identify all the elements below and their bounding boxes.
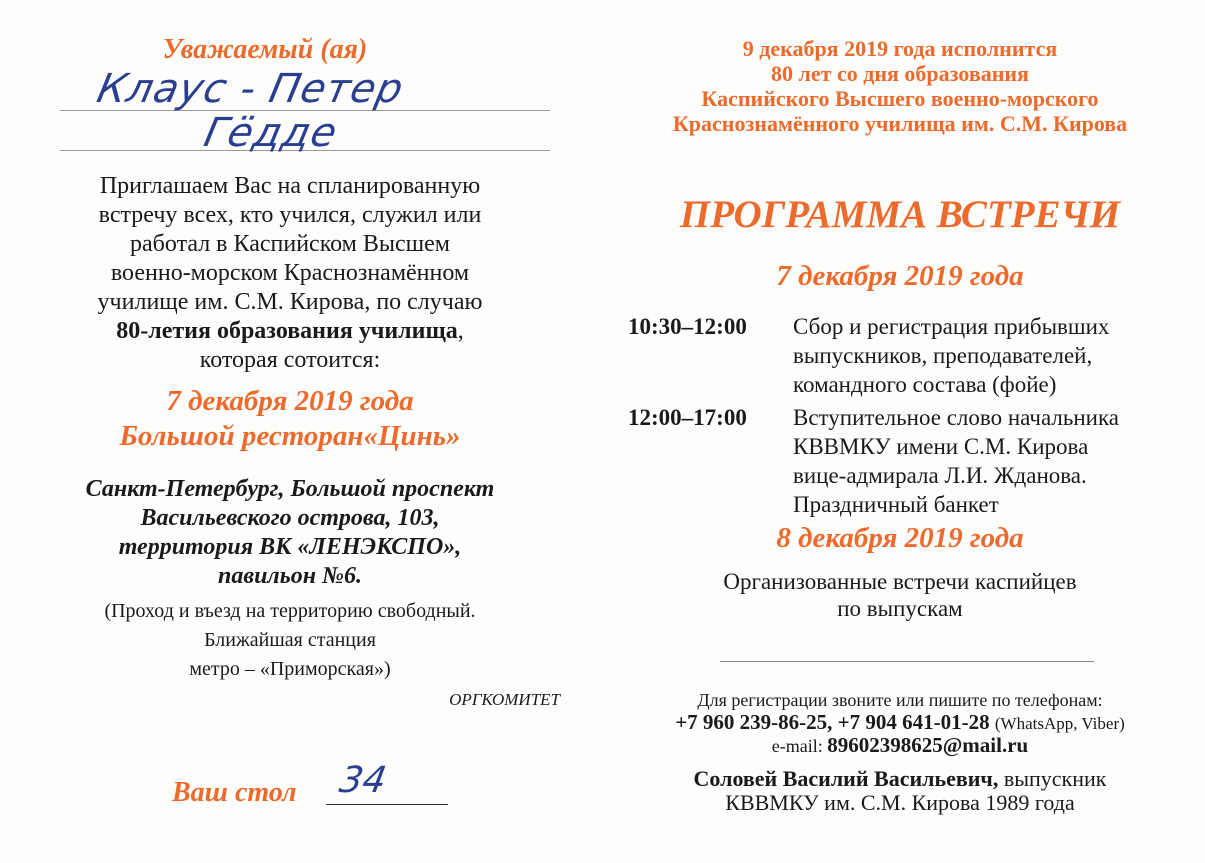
note-line: (Проход и въезд на территорию свободный.: [104, 600, 476, 622]
program-title: ПРОГРАММА ВСТРЕЧИ: [679, 193, 1121, 236]
invite-line: которая сотоится:: [199, 347, 381, 373]
note-line: метро – «Приморская»): [189, 658, 391, 680]
signer-school: КВВМКУ им. С.М. Кирова 1989 года: [725, 790, 1075, 815]
invite-line: училище им. С.М. Кирова, по случаю: [97, 289, 483, 315]
phones-note: (WhatsApp, Viber): [994, 714, 1125, 733]
address-line: Васильевского острова, 103,: [140, 505, 440, 531]
anniversary-line: Краснознамённого училища им. С.М. Кирова: [672, 111, 1128, 136]
signature-block: [600, 767, 1200, 815]
day-1-heading: 7 декабря 2019 года: [776, 260, 1024, 292]
day-2-heading: 8 декабря 2019 года: [776, 522, 1024, 554]
invite-line: военно-морском Краснознамённом: [110, 260, 470, 286]
table-label: Ваш стол: [172, 777, 297, 808]
signer-name: Соловей Василий Васильевич,: [693, 766, 999, 791]
schedule-description: Вступительное слово начальника КВВМКУ имени С.М. Кирова вице-адмирала Л.И. Жданова. Праздничный банкет: [793, 405, 1120, 517]
invite-line: работал в Каспийском Высшем: [130, 231, 450, 257]
email-address: 89602398625@mail.ru: [827, 733, 1029, 757]
invite-line: Приглашаем Вас на спланированную: [99, 173, 481, 199]
divider: [720, 661, 1094, 662]
day-2-description: Организованные встречи каспийцев по выпускам: [723, 569, 1077, 621]
schedule-time: 12:00–17:00: [628, 405, 747, 430]
address-block: [30, 475, 550, 591]
anniversary-line: Каспийского Высшего военно-морского: [701, 86, 1099, 111]
address-line: территория ВК «ЛЕНЭКСПО»,: [118, 534, 462, 560]
venue-name: Большой ресторан«Цинь»: [119, 420, 461, 452]
email-label: e-mail:: [771, 736, 823, 756]
table-number: 34: [336, 760, 390, 801]
anniversary-line: 80 лет со дня образования: [771, 61, 1029, 86]
address-line: Санкт-Петербург, Большой проспект: [85, 476, 495, 502]
schedule-row: [628, 312, 1198, 402]
venue-block: [40, 384, 540, 454]
note-line: Ближайшая станция: [204, 629, 376, 651]
address-line: павильон №6.: [218, 563, 362, 589]
access-note: [40, 597, 540, 684]
salutation: Уважаемый (ая): [162, 34, 368, 65]
invite-occasion: 80-летия образования училища: [116, 318, 458, 344]
phones: +7 960 239-86-25, +7 904 641-01-28: [675, 710, 990, 734]
signer-role: выпускник: [1003, 766, 1107, 791]
registration-text: Для регистрации звоните или пишите по телефонам:: [697, 690, 1103, 710]
schedule-time: 10:30–12:00: [628, 314, 747, 339]
invitation-text: Приглашаем Вас на спланированную встречу всех, кто учился, служил или работал в Каспийском Высшем военно-морском Краснознамённом училище им. С.М. Кирова, по случаю 80-летия образования училища, которая сотоится:: [40, 172, 540, 375]
invite-line: встречу всех, кто учился, служил или: [98, 202, 482, 228]
table-underline: [326, 804, 448, 805]
venue-date: 7 декабря 2019 года: [166, 385, 414, 417]
handwritten-name-2: Гёдде: [200, 110, 342, 156]
schedule-description: Сбор и регистрация прибывших выпускников, преподавателей, командного состава (фойе): [793, 314, 1110, 397]
handwritten-name-1: Клаус - Петер: [93, 66, 408, 112]
anniversary-line: 9 декабря 2019 года исполнится: [742, 36, 1058, 61]
schedule-row: [628, 403, 1198, 523]
email-line: [600, 734, 1200, 757]
anniversary-heading: [620, 36, 1180, 136]
organizing-committee: ОРГКОМИТЕТ: [449, 690, 560, 709]
